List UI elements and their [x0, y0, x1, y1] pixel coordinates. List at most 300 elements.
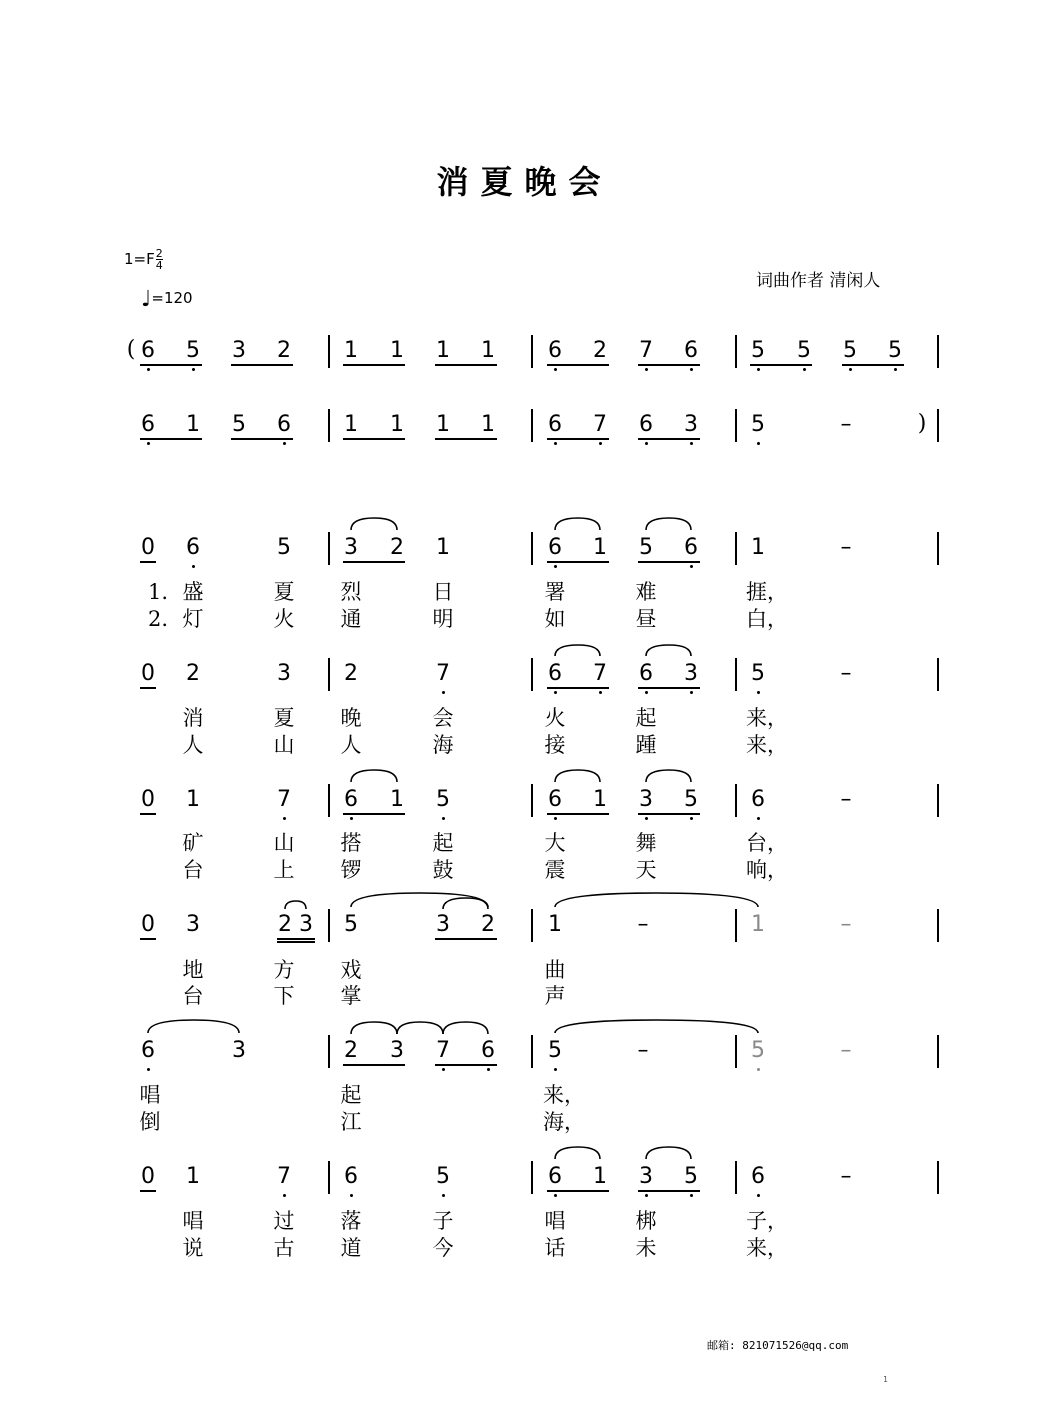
- tied-note-grey: 1: [751, 912, 765, 937]
- lyric-syllable: 火: [544, 706, 566, 730]
- low-octave-dot: [849, 368, 852, 371]
- low-octave-dot: [554, 691, 557, 694]
- intro-note: 1: [344, 412, 358, 437]
- melody-note: 6: [751, 787, 765, 812]
- low-octave-dot: [350, 817, 353, 820]
- eighth-beam: [140, 938, 156, 940]
- lyric-syllable: 如: [544, 607, 566, 631]
- dash-extension: –: [840, 661, 852, 686]
- melody-note: 2: [344, 661, 358, 686]
- lyric-syllable: 舞: [635, 831, 657, 855]
- lyric-syllable: 大: [544, 831, 566, 855]
- slur: [285, 901, 306, 909]
- lyric-syllable: 唱: [544, 1209, 566, 1233]
- lyric-syllable: 来，: [746, 733, 788, 757]
- melody-note: 5: [751, 661, 765, 686]
- melody-note: 2: [344, 1038, 358, 1063]
- melody-note: 1: [436, 535, 450, 560]
- lyric-syllable: 子，: [746, 1209, 788, 1233]
- intro-note: 6: [141, 412, 155, 437]
- lyric-syllable: 矿: [182, 831, 204, 855]
- melody-note: 3: [436, 912, 450, 937]
- low-octave-dot: [487, 1068, 490, 1071]
- dash-extension: –: [840, 535, 852, 560]
- lyric-syllable: 说: [182, 1236, 204, 1260]
- melody-note: 0: [141, 912, 155, 937]
- melody-note: 1: [548, 912, 562, 937]
- eighth-beam: [638, 561, 700, 563]
- eighth-beam: [277, 938, 315, 940]
- lyric-syllable: 山: [273, 831, 295, 855]
- verse-number: 2.: [148, 607, 169, 631]
- lyric-syllable: 道: [340, 1236, 362, 1260]
- barline: [735, 1161, 737, 1194]
- barline: [531, 658, 533, 691]
- barline: [531, 532, 533, 565]
- lyric-syllable: 子: [432, 1209, 454, 1233]
- lyric-syllable: 烈: [340, 580, 362, 604]
- lyric-syllable: 难: [635, 580, 657, 604]
- intro-note: 6: [277, 412, 291, 437]
- low-octave-dot: [757, 1194, 760, 1197]
- lyric-syllable: 倒: [139, 1110, 161, 1134]
- eighth-beam: [547, 561, 609, 563]
- lyric-syllable: 过: [273, 1209, 295, 1233]
- slur: [351, 770, 397, 782]
- lyric-syllable: 山: [273, 733, 295, 757]
- eighth-beam: [638, 687, 700, 689]
- melody-note: 2: [186, 661, 200, 686]
- lyric-syllable: 来，: [746, 1236, 788, 1260]
- lyric-syllable: 通: [340, 607, 362, 631]
- lyric-syllable: 江: [340, 1110, 362, 1134]
- slur: [646, 645, 691, 656]
- low-octave-dot: [690, 368, 693, 371]
- low-octave-dot: [757, 691, 760, 694]
- melody-note: 1: [751, 535, 765, 560]
- low-octave-dot: [757, 1068, 760, 1071]
- barline: [937, 335, 939, 368]
- barline: [531, 1161, 533, 1194]
- melody-note: 6: [344, 787, 358, 812]
- intro-note: 5: [797, 338, 811, 363]
- lyric-syllable: 署: [544, 580, 566, 604]
- melody-note: 7: [277, 787, 291, 812]
- eighth-beam: [547, 364, 609, 366]
- lyric-syllable: 昼: [635, 607, 657, 631]
- slur: [555, 518, 600, 530]
- intro-note: 6: [639, 412, 653, 437]
- melody-note: 3: [390, 1038, 404, 1063]
- low-octave-dot: [757, 368, 760, 371]
- lyric-syllable: 会: [432, 706, 454, 730]
- melody-note: 1: [186, 787, 200, 812]
- barline: [735, 658, 737, 691]
- low-octave-dot: [192, 368, 195, 371]
- intro-note: 1: [186, 412, 200, 437]
- slur: [148, 1020, 239, 1033]
- slur: [555, 1147, 600, 1159]
- slur: [351, 518, 397, 530]
- barline: [531, 1035, 533, 1068]
- melody-note: 7: [436, 1038, 450, 1063]
- dash-extension: –: [840, 1038, 852, 1063]
- lyric-syllable: 天: [635, 858, 657, 882]
- lyric-syllable: 梆: [635, 1209, 657, 1233]
- melody-note: 0: [141, 787, 155, 812]
- lyric-syllable: 接: [544, 733, 566, 757]
- low-octave-dot: [803, 368, 806, 371]
- eighth-beam: [638, 438, 700, 440]
- page-number: 1: [883, 1375, 888, 1384]
- lyric-syllable: 夏: [273, 580, 295, 604]
- eighth-beam: [547, 687, 609, 689]
- barline: [328, 784, 330, 817]
- sixteenth-beam: [277, 941, 315, 943]
- eighth-beam: [435, 1064, 497, 1066]
- slur: [646, 770, 691, 782]
- slur: [646, 1147, 691, 1159]
- intro-note: 1: [390, 412, 404, 437]
- lyric-syllable: 话: [544, 1236, 566, 1260]
- lyric-syllable: 上: [273, 858, 295, 882]
- lyric-syllable: 响，: [746, 858, 788, 882]
- melody-note: 5: [639, 535, 653, 560]
- slur: [646, 518, 691, 530]
- song-title: 消夏晚会: [436, 163, 613, 201]
- low-octave-dot: [442, 1068, 445, 1071]
- melody-note: 3: [299, 912, 313, 937]
- melody-note: 0: [141, 1164, 155, 1189]
- low-octave-dot: [645, 1194, 648, 1197]
- low-octave-dot: [554, 368, 557, 371]
- barline: [937, 909, 939, 942]
- barline: [328, 532, 330, 565]
- melody-note: 6: [548, 1164, 562, 1189]
- lyric-syllable: 掌: [340, 984, 362, 1008]
- melody-note: 5: [548, 1038, 562, 1063]
- eighth-beam: [638, 364, 700, 366]
- intro-note: 5: [232, 412, 246, 437]
- low-octave-dot: [442, 691, 445, 694]
- melody-note: 1: [593, 787, 607, 812]
- slur: [397, 1022, 443, 1034]
- melody-note: 1: [593, 535, 607, 560]
- barline: [328, 658, 330, 691]
- lyric-syllable: 踵: [635, 733, 657, 757]
- melody-note: 5: [684, 1164, 698, 1189]
- low-octave-dot: [690, 817, 693, 820]
- melody-note: 3: [639, 1164, 653, 1189]
- barline: [937, 409, 939, 442]
- melody-note: 6: [141, 1038, 155, 1063]
- eighth-beam: [140, 813, 156, 815]
- intro-note: 1: [436, 412, 450, 437]
- melody-note: 2: [278, 912, 292, 937]
- eighth-beam: [343, 364, 405, 366]
- intro-note: 2: [593, 338, 607, 363]
- melody-note: 3: [186, 912, 200, 937]
- barline: [735, 532, 737, 565]
- eighth-beam: [638, 813, 700, 815]
- eighth-beam: [343, 1064, 405, 1066]
- lyric-syllable: 今: [432, 1236, 454, 1260]
- low-octave-dot: [757, 817, 760, 820]
- lyric-syllable: 白，: [746, 607, 788, 631]
- low-octave-dot: [599, 691, 602, 694]
- intro-note: 1: [390, 338, 404, 363]
- low-octave-dot: [757, 442, 760, 445]
- barline: [735, 335, 737, 368]
- dash-extension: –: [840, 1164, 852, 1189]
- eighth-beam: [140, 364, 202, 366]
- eighth-beam: [547, 1190, 609, 1192]
- slur: [555, 770, 600, 782]
- lyric-syllable: 消: [182, 706, 204, 730]
- contact-email: 邮箱: 821071526@qq.com: [707, 1339, 849, 1352]
- lyric-syllable: 起: [432, 831, 454, 855]
- low-octave-dot: [283, 1194, 286, 1197]
- barline: [937, 1161, 939, 1194]
- melody-note: 0: [141, 535, 155, 560]
- lyric-syllable: 台: [182, 984, 204, 1008]
- tempo-marking: [141, 289, 193, 311]
- melody-note: 3: [277, 661, 291, 686]
- time-numerator: 2: [155, 247, 163, 260]
- eighth-beam: [343, 561, 405, 563]
- eighth-beam: [231, 438, 293, 440]
- melody-note: 3: [232, 1038, 246, 1063]
- low-octave-dot: [283, 817, 286, 820]
- lyric-syllable: 鼓: [432, 858, 454, 882]
- melody-note: 3: [639, 787, 653, 812]
- slur: [351, 893, 488, 907]
- lyric-syllable: 落: [340, 1209, 362, 1233]
- intro-note: 7: [593, 412, 607, 437]
- barline: [531, 335, 533, 368]
- barline: [937, 658, 939, 691]
- low-octave-dot: [690, 442, 693, 445]
- low-octave-dot: [442, 817, 445, 820]
- low-octave-dot: [645, 691, 648, 694]
- lyric-syllable: 锣: [340, 858, 362, 882]
- eighth-beam: [140, 1190, 156, 1192]
- low-octave-dot: [599, 442, 602, 445]
- low-octave-dot: [554, 1194, 557, 1197]
- lyric-syllable: 震: [544, 858, 566, 882]
- eighth-beam: [842, 364, 904, 366]
- low-octave-dot: [442, 1194, 445, 1197]
- key-signature: [124, 248, 163, 271]
- eighth-beam: [343, 813, 405, 815]
- melody-note: 5: [344, 912, 358, 937]
- lyric-syllable: 来，: [746, 706, 788, 730]
- lyric-syllable: 方: [273, 958, 295, 982]
- melody-note: 7: [277, 1164, 291, 1189]
- eighth-beam: [435, 364, 497, 366]
- slur: [443, 1022, 488, 1034]
- dash-extension: –: [840, 912, 852, 937]
- lyric-syllable: 夏: [273, 706, 295, 730]
- lyric-syllable: 台: [182, 858, 204, 882]
- eighth-beam: [140, 438, 202, 440]
- eighth-beam: [140, 561, 156, 563]
- low-octave-dot: [645, 368, 648, 371]
- barline: [328, 1035, 330, 1068]
- intro-note: 7: [639, 338, 653, 363]
- eighth-beam: [638, 1190, 700, 1192]
- low-octave-dot: [690, 565, 693, 568]
- dash-extension: –: [840, 412, 852, 437]
- melody-note: 7: [593, 661, 607, 686]
- lyric-syllable: 唱: [182, 1209, 204, 1233]
- intro-note: 3: [684, 412, 698, 437]
- low-octave-dot: [350, 1194, 353, 1197]
- time-signature: [156, 248, 163, 271]
- melody-note: 1: [593, 1164, 607, 1189]
- barline: [735, 1035, 737, 1068]
- barline: [328, 335, 330, 368]
- time-denominator: 4: [155, 259, 163, 272]
- intro-open-paren: (: [126, 337, 136, 362]
- melody-note: 0: [141, 661, 155, 686]
- barline: [328, 909, 330, 942]
- dash-extension: –: [840, 787, 852, 812]
- barline: [937, 784, 939, 817]
- intro-note: 1: [481, 338, 495, 363]
- low-octave-dot: [554, 442, 557, 445]
- intro-note: 5: [751, 412, 765, 437]
- melody-note: 6: [639, 661, 653, 686]
- low-octave-dot: [554, 1068, 557, 1071]
- melody-note: 5: [436, 1164, 450, 1189]
- lyric-syllable: 来，: [543, 1083, 585, 1107]
- lyric-syllable: 日: [432, 580, 454, 604]
- intro-note: 5: [843, 338, 857, 363]
- low-octave-dot: [645, 817, 648, 820]
- intro-note: 1: [436, 338, 450, 363]
- slur: [351, 1022, 397, 1034]
- melody-note: 2: [390, 535, 404, 560]
- eighth-beam: [343, 438, 405, 440]
- intro-note: 1: [344, 338, 358, 363]
- low-octave-dot: [894, 368, 897, 371]
- lyric-syllable: 起: [635, 706, 657, 730]
- barline: [735, 409, 737, 442]
- melody-note: 1: [186, 1164, 200, 1189]
- barline: [328, 409, 330, 442]
- intro-note: 6: [548, 412, 562, 437]
- low-octave-dot: [147, 1068, 150, 1071]
- barline: [735, 909, 737, 942]
- low-octave-dot: [192, 565, 195, 568]
- eighth-beam: [435, 438, 497, 440]
- low-octave-dot: [147, 368, 150, 371]
- lyric-syllable: 灯: [182, 607, 204, 631]
- quarter-note-icon: ♩: [141, 287, 152, 312]
- low-octave-dot: [147, 442, 150, 445]
- intro-note: 6: [548, 338, 562, 363]
- low-octave-dot: [690, 1194, 693, 1197]
- barline: [937, 532, 939, 565]
- intro-note: 3: [232, 338, 246, 363]
- melody-note: 6: [186, 535, 200, 560]
- dash-extension: –: [637, 1038, 649, 1063]
- eighth-beam: [547, 813, 609, 815]
- melody-note: 6: [481, 1038, 495, 1063]
- melody-note: 6: [684, 535, 698, 560]
- barline: [531, 784, 533, 817]
- dash-extension: –: [637, 912, 649, 937]
- melody-note: 1: [390, 787, 404, 812]
- intro-close-paren: ): [917, 411, 927, 436]
- melody-note: 2: [481, 912, 495, 937]
- slur: [443, 898, 488, 909]
- melody-note: 6: [548, 661, 562, 686]
- lyric-syllable: 曲: [544, 958, 566, 982]
- barline: [735, 784, 737, 817]
- lyric-syllable: 捱，: [746, 580, 788, 604]
- composer-credit: 词曲作者 清闲人: [756, 271, 881, 291]
- intro-note: 5: [888, 338, 902, 363]
- verse-number: 1.: [148, 580, 169, 604]
- lyric-syllable: 下: [273, 984, 295, 1008]
- slur: [555, 645, 600, 656]
- key-label: 1=F: [124, 250, 155, 268]
- low-octave-dot: [554, 565, 557, 568]
- intro-note: 6: [684, 338, 698, 363]
- lyric-syllable: 明: [432, 607, 454, 631]
- lyric-syllable: 海，: [543, 1110, 585, 1134]
- lyric-syllable: 火: [273, 607, 295, 631]
- lyric-syllable: 起: [340, 1083, 362, 1107]
- melody-note: 6: [344, 1164, 358, 1189]
- lyric-syllable: 搭: [340, 831, 362, 855]
- barline: [937, 1035, 939, 1068]
- lyric-syllable: 台，: [746, 831, 788, 855]
- lyric-syllable: 人: [340, 733, 362, 757]
- tie: [555, 1020, 758, 1033]
- lyric-syllable: 盛: [182, 580, 204, 604]
- intro-note: 5: [186, 338, 200, 363]
- lyric-syllable: 唱: [139, 1083, 161, 1107]
- intro-note: 2: [277, 338, 291, 363]
- lyric-syllable: 声: [544, 984, 566, 1008]
- melody-note: 5: [684, 787, 698, 812]
- melody-note: 6: [548, 535, 562, 560]
- lyric-syllable: 戏: [340, 958, 362, 982]
- lyric-syllable: 地: [182, 958, 204, 982]
- intro-note: 1: [481, 412, 495, 437]
- barline: [531, 909, 533, 942]
- barline: [531, 409, 533, 442]
- low-octave-dot: [690, 691, 693, 694]
- lyric-syllable: 未: [635, 1236, 657, 1260]
- melody-note: 7: [436, 661, 450, 686]
- melody-note: 5: [277, 535, 291, 560]
- tempo-value: =120: [151, 289, 193, 307]
- eighth-beam: [435, 938, 497, 940]
- melody-note: 5: [436, 787, 450, 812]
- intro-note: 6: [141, 338, 155, 363]
- intro-note: 5: [751, 338, 765, 363]
- low-octave-dot: [645, 442, 648, 445]
- lyric-syllable: 海: [432, 733, 454, 757]
- melody-note: 3: [344, 535, 358, 560]
- eighth-beam: [231, 364, 293, 366]
- eighth-beam: [547, 438, 609, 440]
- eighth-beam: [750, 364, 812, 366]
